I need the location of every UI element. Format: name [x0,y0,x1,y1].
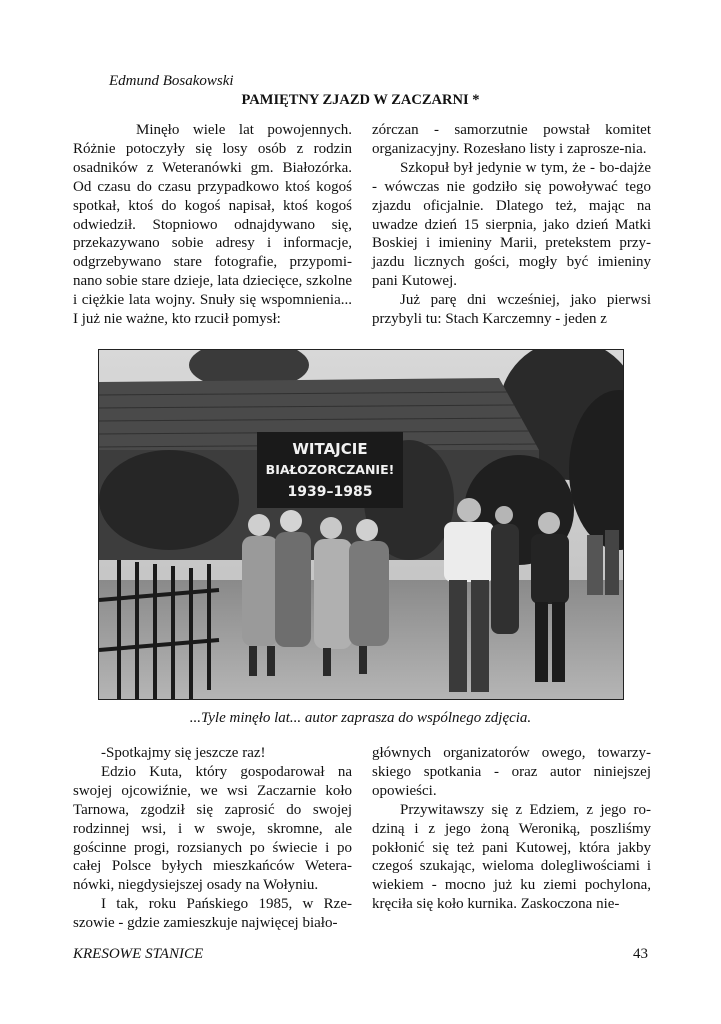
photo-caption: ...Tyle minęło lat... autor zaprasza do wspólnego zdjęcia. [189,710,532,726]
page-number: 43 [633,946,648,962]
text-column-4 [372,744,651,914]
paragraph: -Spotkajmy się jeszcze raz! [101,745,266,761]
banner-line-1: WITAJCIE [292,440,368,458]
paragraph: głównych organizatorów owego, towarzy-skiego spotkania - oraz autor niniejszej opowieści. [372,745,651,799]
journal-name: KRESOWE STANICE [73,946,204,962]
paragraph: I tak, roku Pańskiego 1985, w Rze-szowie - gdzie zamieszkuje najwięcej biało- [73,896,352,932]
paragraph: Przywitawszy się z Edziem, z jego ro-dziną i z jego żoną Weroniką, poszliśmy pokłonić się też pani Kutowej, która jakby czegoś szukając, wieloma dolegliwościami i wiekiem - mocno już ku ziemi pochylona, kręciła się koło kurnika. Zaskoczona nie- [372,801,651,913]
paragraph: Minęło wiele lat powojennych. Różnie potoczyły się losy osób z rodzin osadników z Weteranówki gm. Białozórka. Od czasu do czasu przypadkowo ktoś kogoś spotkał, ktoś do kogoś napisał, ktoś kogoś odwiedził. Stopniowo odnajdywano się, przekazywano sobie adresy i informacje, odgrzebywano stare fotografie, przypomi-nano sobie stare dzieje, lata dziecięce, szkolne i ciężkie lata wojny. Snuły się wspomnienia... I już nie ważne, kto rzucił pomysł: [73,122,352,328]
text-column-1 [73,121,352,329]
paragraph: Szkopuł był jedynie w tym, że - bo-dajże - wówczas nie godziło się powoływać tego zjazdu oficjalnie. Dlatego też, mając na uwadze dzień 15 sierpnia, jako dzień Matki Boskiej i imieniny Marii, pretekstem przy-jazdu licznych gości, mogły być imieniny pani Kutowej. [372,159,651,290]
paragraph: Już parę dni wcześniej, jako pierwsi przybyli tu: Stach Karczemny - jeden z [372,292,651,328]
paragraph: zórczan - samorzutnie powstał komitet organizacyjny. Rozesłano listy i zaprosze-nia. [372,122,651,157]
photo-illustration [99,350,623,699]
paragraph: Edzio Kuta, który gospodarował na swojej ojcowiźnie, we wsi Zaczarnie koło Tarnowa, zgodził się zaprosić do swojej rodzinnej wsi, i w swoje, skromne, ale gościnne progi, rozsianych po świecie i po całej Polsce byłych mieszkańców Wetera-nówki, niegdysiejszej osady na Wołyniu. [73,763,352,894]
text-column-2 [372,121,651,329]
reunion-photo [98,349,624,700]
author-name: Edmund Bosakowski [109,73,234,89]
banner-line-2: BIAŁOZORCZANIE! [265,462,395,477]
text-column-3 [73,744,352,933]
banner-line-3: 1939–1985 [287,484,373,500]
article-title: PAMIĘTNY ZJAZD W ZACZARNI * [241,92,480,108]
